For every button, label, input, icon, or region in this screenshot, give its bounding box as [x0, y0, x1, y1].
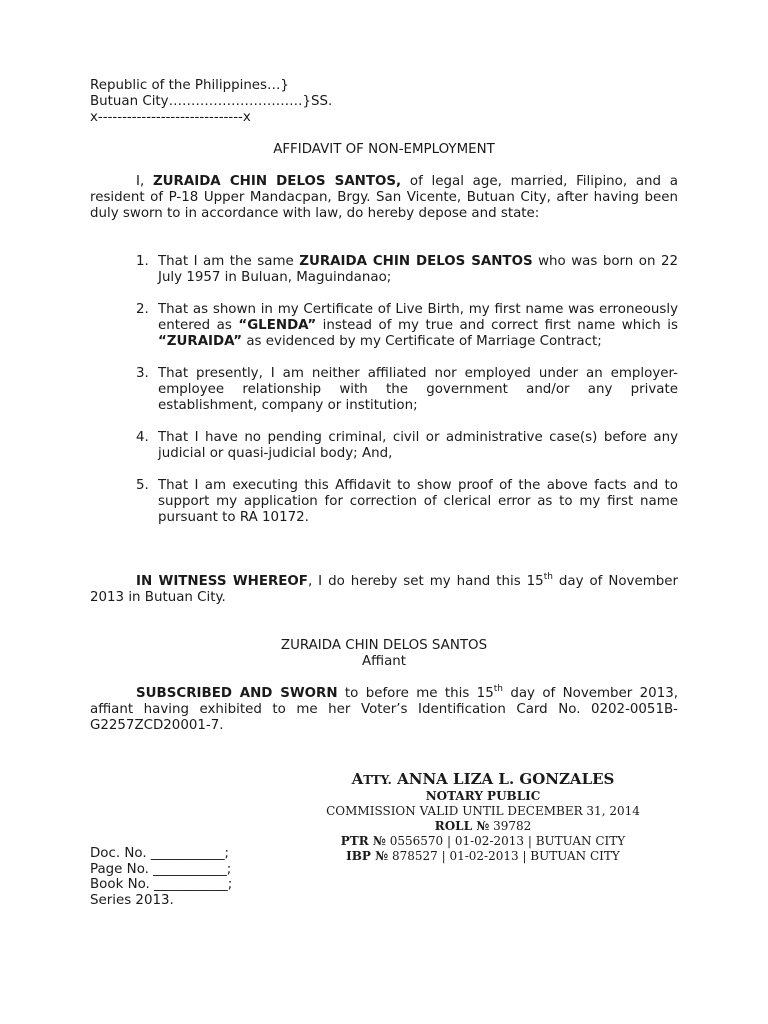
- item-text: That I have no pending criminal, civil or administrative case(s) before any judicial or quasi-judicial body; And,: [158, 430, 678, 461]
- notary-block: [318, 770, 648, 864]
- caption-city-ss: Butuan City…………………………}SS.: [90, 94, 333, 109]
- page-number: Page No. ___________;: [90, 861, 232, 877]
- notary-commission: COMMISSION VALID UNTIL DECEMBER 31, 2014: [326, 804, 640, 818]
- intro-lead: I,: [136, 174, 153, 189]
- caption-divider: x------------------------------x: [90, 110, 251, 125]
- item-text: That presently, I am neither affiliated nor employed under an employer-employee relationship with the government and/or any private establishment, company or institution;: [158, 366, 678, 413]
- series-year: Series 2013.: [90, 892, 174, 908]
- affiant-signature-block: [90, 638, 678, 670]
- book-number: Book No. ___________;: [90, 877, 233, 892]
- witness-paragraph: [90, 571, 678, 606]
- item-text: instead of my true and correct first name which is: [316, 318, 678, 333]
- notarial-register-refs: [90, 846, 232, 908]
- item-number: 1.: [136, 254, 149, 269]
- list-item: [90, 478, 678, 526]
- notary-full-name: ANNA LIZA L. GONZALES: [397, 770, 615, 788]
- jurat-text: day of November 2013, affiant having exhibited to me her Voter’s Identification Card No. 0202-0051B-G2257ZCD20001-7.: [90, 686, 678, 733]
- venue-caption: [90, 78, 678, 126]
- ordinal-suffix: th: [543, 571, 553, 582]
- witness-text: day of November 2013 in Butuan City.: [90, 574, 678, 605]
- erroneous-name: “GLENDA”: [238, 318, 317, 333]
- jurat-paragraph: [90, 683, 678, 734]
- item-number: 4.: [136, 430, 149, 445]
- ibp-details: 878527 | 01-02-2013 | BUTUAN CITY: [388, 849, 620, 863]
- item-text: who was born on 22 July 1957 in Buluan, Maguindanao;: [158, 254, 678, 285]
- affiant-name: ZURAIDA CHIN DELOS SANTOS: [280, 638, 488, 653]
- list-item: [90, 430, 678, 462]
- ptr-label: PTR №: [340, 834, 386, 848]
- item-number: 5.: [136, 478, 149, 493]
- notary-title-prefix: A: [351, 770, 364, 788]
- item-text: as evidenced by my Certificate of Marriage Contract;: [242, 334, 602, 349]
- item-number: 3.: [136, 366, 149, 381]
- notary-roll: [318, 819, 648, 834]
- roll-number: 39782: [489, 819, 532, 833]
- document-title: AFFIDAVIT OF NON-EMPLOYMENT: [273, 142, 495, 157]
- notary-title-prefix-small: TTY.: [363, 773, 392, 787]
- ibp-label: IBP №: [346, 849, 389, 863]
- intro-rest: of legal age, married, Filipino, and a resident of P-18 Upper Mandacpan, Brgy. San Vicente, Butuan City, after having been duly sworn to in accordance with law, do hereby depose and state:: [90, 174, 678, 221]
- item-text: That I am executing this Affidavit to show proof of the above facts and to support my application for correction of clerical error as to my first name pursuant to RA 10172.: [158, 478, 678, 525]
- jurat-heading: SUBSCRIBED AND SWORN: [136, 686, 338, 701]
- notary-role: NOTARY PUBLIC: [425, 789, 541, 803]
- list-item: [90, 254, 678, 286]
- affiant-name-intro: ZURAIDA CHIN DELOS SANTOS,: [152, 174, 402, 189]
- item-text: That I am the same: [158, 254, 300, 269]
- witness-heading: IN WITNESS WHEREOF: [136, 574, 308, 589]
- caption-republic: Republic of the Philippines…}: [90, 78, 289, 93]
- list-item: [90, 366, 678, 414]
- notary-ptr: [318, 834, 648, 849]
- list-item: [90, 302, 678, 350]
- statement-list: [90, 254, 678, 542]
- intro-paragraph: [90, 174, 678, 222]
- doc-number: Doc. No. ___________;: [90, 846, 230, 861]
- notary-name: [318, 770, 648, 789]
- correct-name: “ZURAIDA”: [158, 334, 243, 349]
- affiant-name-inline: ZURAIDA CHIN DELOS SANTOS: [299, 254, 533, 269]
- item-text: That as shown in my Certificate of Live Birth, my first name was erroneously entered as: [158, 302, 678, 333]
- item-number: 2.: [136, 302, 149, 317]
- roll-label: ROLL №: [434, 819, 490, 833]
- ptr-details: 0556570 | 01-02-2013 | BUTUAN CITY: [385, 834, 626, 848]
- notary-ibp: [318, 849, 648, 864]
- witness-text: , I do hereby set my hand this 15: [307, 574, 544, 589]
- ordinal-suffix: th: [493, 683, 503, 694]
- affiant-label: Affiant: [361, 654, 407, 669]
- jurat-text: to before me this 15: [337, 686, 494, 701]
